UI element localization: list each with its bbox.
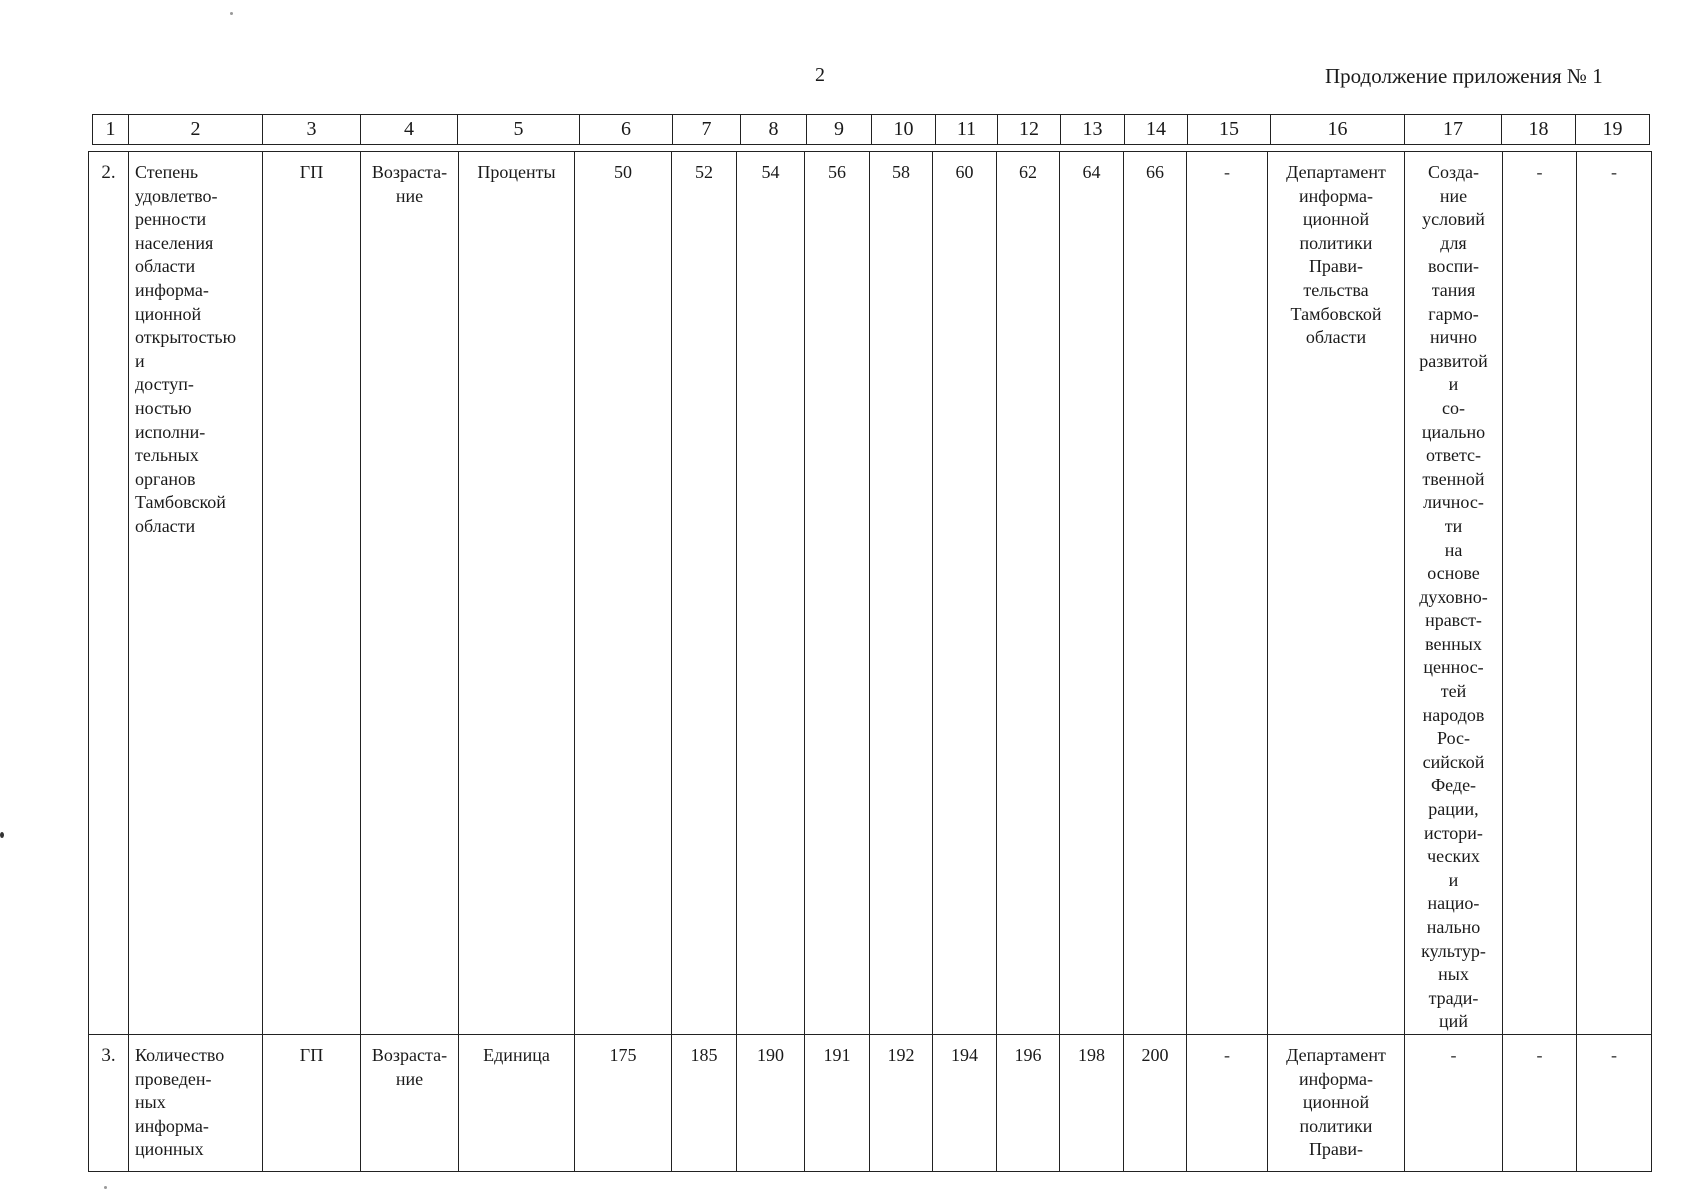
scan-artifact [0,832,4,838]
column-number: 15 [1188,115,1271,145]
column-19-value: - [1577,152,1652,1035]
indicator-value: 50 [575,152,672,1035]
column-number: 4 [361,115,458,145]
indicator-value: 192 [870,1034,933,1171]
indicator-trend: Возраста- ние [361,152,459,1035]
indicator-value: 66 [1124,152,1187,1035]
column-number: 17 [1405,115,1502,145]
indicator-name: Количество проведен- ных информа- ционных [129,1034,263,1171]
indicator-name: Степень удовлетво- ренности населения области информа- ционной открытостью и доступ- ностью исполни- тельных органов Тамбовской области [129,152,263,1035]
column-15-value: - [1187,152,1268,1035]
indicator-value: 190 [737,1034,805,1171]
column-number: 5 [458,115,580,145]
indicator-value: 198 [1060,1034,1124,1171]
column-number: 14 [1125,115,1188,145]
column-number: 3 [263,115,361,145]
column-number: 8 [741,115,807,145]
indicators-table [88,151,1652,1172]
indicator-value: 58 [870,152,933,1035]
indicator-unit: Единица [459,1034,575,1171]
column-number: 12 [998,115,1061,145]
column-number-row [93,115,1650,145]
responsible-department: Департамент информа- ционной политики Прави- тельства Тамбовской области [1268,152,1405,1035]
indicator-goal: Созда- ние условий для воспи- тания гармо- нично развитой и со- циально ответс- твенной личнос- ти на основе духовно- нравст- венных ценнос- тей народов Рос- сийской Феде- рации, истори- ческих и нацио- нально культур- ных тради- ций [1405,152,1503,1035]
column-number: 19 [1576,115,1650,145]
row-number: 2. [89,152,129,1035]
column-18-value: - [1503,152,1577,1035]
column-15-value: - [1187,1034,1268,1171]
table-row [89,152,1652,1035]
indicator-unit: Проценты [459,152,575,1035]
column-number: 11 [936,115,998,145]
column-number: 9 [807,115,872,145]
table-row [89,1034,1652,1171]
indicator-trend: Возраста- ние [361,1034,459,1171]
indicator-value: 56 [805,152,870,1035]
indicator-value: 196 [997,1034,1060,1171]
indicator-goal: - [1405,1034,1503,1171]
column-number: 16 [1271,115,1405,145]
column-number: 1 [93,115,129,145]
indicator-value: 60 [933,152,997,1035]
scan-artifact [230,12,233,15]
indicator-value: 200 [1124,1034,1187,1171]
scan-artifact [104,1186,107,1189]
responsible-department: Департамент информа- ционной политики Прави- [1268,1034,1405,1171]
indicator-value: 52 [672,152,737,1035]
column-number-header [92,114,1650,145]
indicator-type: ГП [263,1034,361,1171]
column-19-value: - [1577,1034,1652,1171]
column-number: 6 [580,115,673,145]
appendix-title: Продолжение приложения № 1 [1325,64,1603,88]
indicator-value: 64 [1060,152,1124,1035]
indicator-type: ГП [263,152,361,1035]
indicator-value: 194 [933,1034,997,1171]
indicator-value: 191 [805,1034,870,1171]
column-18-value: - [1503,1034,1577,1171]
indicator-value: 62 [997,152,1060,1035]
indicator-value: 54 [737,152,805,1035]
column-number: 2 [129,115,263,145]
column-number: 7 [673,115,741,145]
column-number: 18 [1502,115,1576,145]
row-number: 3. [89,1034,129,1171]
indicator-value: 175 [575,1034,672,1171]
page-number: 2 [815,64,825,86]
column-number: 13 [1061,115,1125,145]
indicator-value: 185 [672,1034,737,1171]
column-number: 10 [872,115,936,145]
